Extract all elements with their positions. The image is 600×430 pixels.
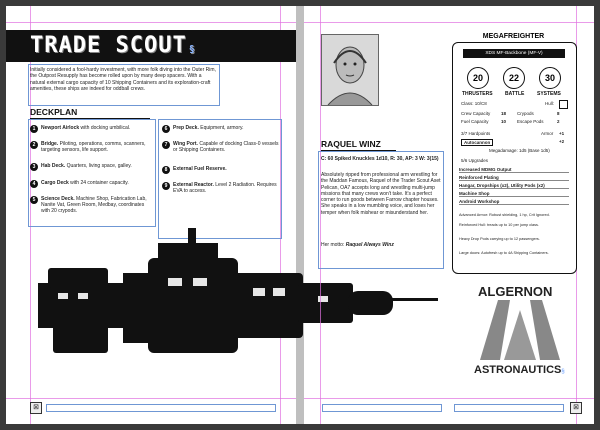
item-name: Newport Airlock [41, 125, 80, 131]
ship-window [78, 293, 88, 299]
intro-text[interactable]: Initially considered a fool-hardy investment, with more folk diving into the Outer Rim, the Outpost Resupply has become rolled upon by many deep spacers. With a natural external cargo capacity of 10 Shipping Containers and its exploration-craft amenities, these ships are indeed for oddball crews. [30, 67, 216, 92]
logo-top-text[interactable]: ALGERNON [478, 284, 553, 299]
item-text: Machine Shop, Fabrication Lab, Nanite Vat, Green Room, Medbay, coordinates with 20 crypods. [41, 196, 147, 215]
ship-window [253, 288, 265, 296]
card-note: Heavy Drop Pods carrying up to 12 passengers. [459, 237, 540, 241]
npc-portrait-sketch [322, 35, 378, 105]
item-name: External Reactor. [173, 182, 214, 188]
motto-label: Her motto: [321, 242, 345, 248]
item-number: 3 [30, 163, 38, 171]
item-name: Hab Deck. [41, 163, 66, 169]
section-mark: § [561, 369, 565, 375]
megafreighter-card[interactable] [452, 42, 577, 274]
text-frame[interactable] [158, 119, 282, 239]
ship-window [168, 278, 182, 286]
margin-guide [304, 398, 594, 399]
item-text: Quarters, living space, galley. [65, 163, 132, 169]
autocannon-value: +2 [559, 139, 565, 144]
right-page [304, 6, 594, 424]
deck-item[interactable] [30, 163, 148, 171]
margin-guide [6, 398, 296, 399]
item-text: Capable of docking Class-0 vessels or Shipping Containers. [173, 141, 279, 154]
thrusters-label: THRUSTERS [462, 91, 493, 97]
crew-capacity-value: 18 [501, 111, 507, 116]
hull-box[interactable] [559, 100, 568, 109]
algernon-logo-mark[interactable] [480, 300, 560, 360]
deck-item[interactable] [162, 141, 280, 153]
deck-item[interactable] [30, 196, 148, 215]
footer-frame[interactable] [322, 404, 442, 412]
upgrade-item[interactable]: Hangar, Dropships (x2), Utility Pods (x2) [459, 183, 569, 189]
item-name: External Fuel Reserve. [173, 166, 227, 172]
item-name: Bridge. [41, 141, 59, 147]
armor-label: Armor [541, 131, 554, 136]
npc-name[interactable]: RAQUEL WINZ [321, 139, 381, 149]
motto-text: Raquel Always Winz [345, 242, 394, 248]
npc-bio[interactable]: Absolutely ripped from professional arm wrestling for the Maddan Famous, Raquel of the Trader Scout Aset Pelican, OA7 accepts long and wrestling multi-jump missions that many crews won't take. It's a perfect corner to run goods between Farrow chapter houses. She speaks in a low mumbling voice, and loses her temper when folk mishear or misunderstand her. [321, 172, 441, 216]
item-number: 8 [162, 166, 170, 174]
ship-rear-module [48, 268, 108, 288]
ship-rear-module [53, 323, 108, 353]
thrusters-stat[interactable]: 20 [467, 67, 489, 89]
item-text: Piloting, operations, comms, scanners, targeting sensors, life support. [41, 141, 146, 154]
crypods-value: 8 [557, 111, 560, 116]
hull-label: Hull: [545, 101, 555, 106]
systems-label: SYSTEMS [537, 91, 561, 97]
upgrade-item[interactable]: Android Workshop [459, 199, 569, 205]
ship-fore-hull [233, 273, 303, 338]
item-number: 7 [162, 141, 170, 149]
card-subtitle: XDS MF-Backbone (MF-V) [463, 49, 565, 58]
upgrade-item[interactable]: Reinforced Plating [459, 175, 569, 181]
logo-stroke [504, 310, 536, 360]
deck-item[interactable] [30, 125, 148, 133]
margin-guide [6, 22, 296, 23]
armor-value: +1 [559, 131, 565, 136]
escape-pods-label: Escape Pods [517, 119, 544, 124]
section-mark: § [188, 44, 196, 55]
card-note: Advanced Armor: Robust shielding, 1 hp, Crit Ignored. [459, 213, 550, 217]
upgrade-item[interactable]: Increased MDMG Output [459, 167, 569, 173]
npc-stats[interactable]: C: 60 Spiked Knuckles 1d10, R: 30, AP: 3 W: 3(15) [321, 156, 439, 162]
ship-mid-hull [148, 258, 238, 353]
card-title[interactable]: MEGAFREIGHTER [482, 33, 545, 40]
page-footer-icon: ⊠ [570, 402, 582, 414]
ship-window [193, 278, 207, 286]
class-label: Class: 10/C8 [461, 101, 487, 106]
escape-pods-value: 2 [557, 119, 560, 124]
item-number: 4 [30, 180, 38, 188]
megadamage-label: Megadamage: 1d5 (Base 1d5) [489, 148, 550, 153]
page-footer-icon: ⊠ [30, 402, 42, 414]
card-note: Reinforced Hull: treads up to 10 per jump class. [459, 223, 539, 227]
npc-motto[interactable] [321, 242, 441, 248]
item-number: 2 [30, 141, 38, 149]
fuel-capacity-value: 10 [501, 119, 507, 124]
crypods-label: Crypods [517, 111, 534, 116]
logo-bottom-text[interactable]: ASTRONAUTICS§ [474, 364, 565, 376]
crew-capacity-label: Crew Capacity [461, 111, 491, 116]
footer-frame[interactable] [454, 404, 564, 412]
deck-item[interactable] [162, 166, 280, 174]
ship-window [273, 288, 285, 296]
hardpoints-label: 3/7 Hardpoints [461, 131, 491, 136]
deck-item[interactable] [30, 141, 148, 153]
ship-antenna [188, 228, 196, 248]
fuel-capacity-label: Fuel Capacity [461, 119, 489, 124]
systems-stat[interactable]: 30 [539, 67, 561, 89]
card-note: Large doors: Autofresh up to 4A Shipping Containers. [459, 251, 549, 255]
ship-rear-hull [38, 283, 128, 328]
upgrades-header: 5/6 Upgrades [461, 158, 489, 163]
deck-item[interactable] [162, 182, 280, 194]
item-text: with 24 container capacity. [68, 180, 129, 186]
npc-portrait[interactable] [321, 34, 379, 106]
logo-stroke [480, 300, 510, 360]
item-number: 6 [162, 125, 170, 133]
autocannon-label[interactable]: Autocannon [461, 139, 493, 146]
ship-window [58, 293, 68, 299]
item-text: Level 2 Radiation. Requires EVA to access. [173, 182, 277, 195]
deck-item[interactable] [162, 125, 280, 133]
item-number: 9 [162, 182, 170, 190]
footer-frame[interactable] [46, 404, 276, 412]
item-name: Science Deck. [41, 196, 75, 202]
battle-label: BATTLE [505, 91, 525, 97]
battle-stat[interactable]: 22 [503, 67, 525, 89]
item-text: with docking umbilical. [79, 125, 131, 131]
item-number: 5 [30, 196, 38, 204]
logo-stroke [530, 300, 560, 360]
deck-item[interactable] [30, 180, 148, 188]
page-title[interactable]: TRADE SCOUT § [30, 33, 196, 58]
item-text: Equipment, armory. [198, 125, 244, 131]
item-name: Cargo Deck [41, 180, 69, 186]
upgrade-item[interactable]: Machine Shop [459, 191, 569, 197]
margin-guide [304, 22, 594, 23]
item-name: Wing Port. [173, 141, 198, 147]
deckplan-heading[interactable]: DECKPLAN [30, 107, 78, 117]
item-number: 1 [30, 125, 38, 133]
item-name: Prep Deck. [173, 125, 199, 131]
